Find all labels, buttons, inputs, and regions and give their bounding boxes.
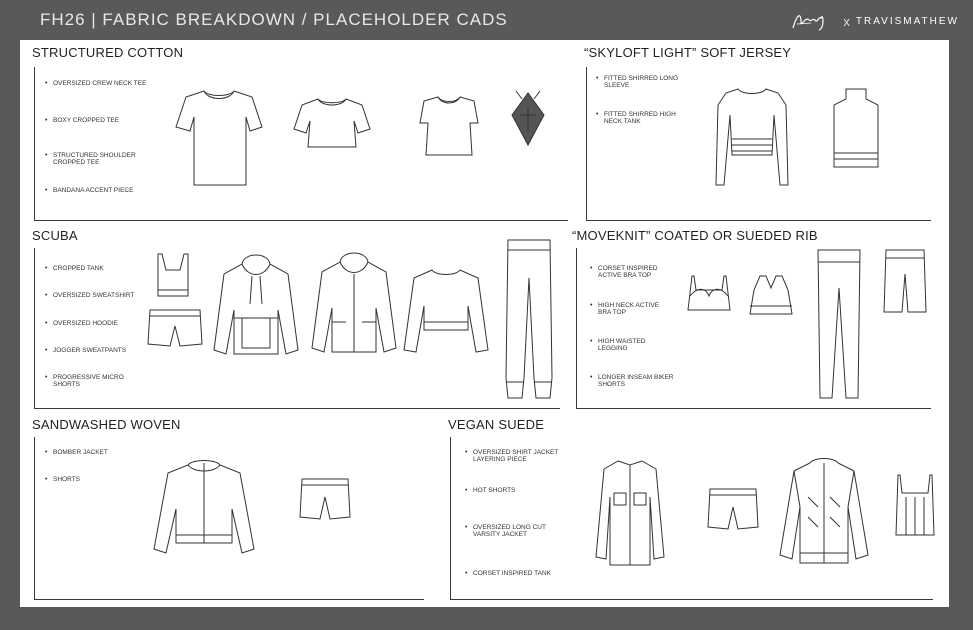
signature-logo-icon [789,8,837,34]
list-item: • HOT SHORTS [473,487,583,494]
high-waisted-legging-sketch-icon [814,248,864,400]
zip-hoodie-sketch-icon [310,252,398,362]
oversized-shirt-jacket-sketch-icon [594,457,666,569]
section-structured-cotton [32,45,568,221]
corset-tank-sketch-icon [892,473,938,539]
list-item: • LONGER INSEAM BIKER SHORTS [598,374,678,388]
section-divider [34,67,35,221]
bomber-jacket-sketch-icon [152,459,256,561]
varsity-jacket-sketch-icon [778,457,870,569]
section-title: “SKYLOFT LIGHT” SOFT JERSEY [584,45,792,60]
section-moveknit-rib [572,228,933,409]
micro-shorts-sketch-icon [146,308,204,350]
list-item: • HIGH WAISTED LEGGING [598,338,673,352]
list-item: • OVERSIZED CREW NECK TEE [53,80,148,87]
list-item: • CORSET INSPIRED TANK [473,570,583,577]
brand-lockup [789,8,959,34]
section-title: SCUBA [32,228,78,243]
shirred-long-sleeve-sketch-icon [714,85,790,191]
corset-bra-top-sketch-icon [686,274,732,314]
list-item: • OVERSIZED LONG CUT VARSITY JACKET [473,524,558,538]
section-divider [586,67,587,221]
list-item: • PROGRESSIVE MICRO SHORTS [53,374,138,388]
list-item: • CROPPED TANK [53,265,163,272]
section-sandwashed-woven [32,417,424,600]
cropped-tank-sketch-icon [154,252,192,300]
section-divider [576,408,931,409]
list-item: • OVERSIZED HOODIE [53,320,163,327]
section-divider [450,599,933,600]
section-divider [586,220,931,221]
section-divider [450,437,451,600]
brand-separator: x [843,13,850,29]
list-item: • BOMBER JACKET [53,449,163,456]
oversized-hoodie-sketch-icon [212,254,300,362]
list-item: • JOGGER SWEATPANTS [53,347,163,354]
biker-shorts-sketch-icon [882,248,928,316]
oversized-sweatshirt-sketch-icon [402,266,490,356]
section-vegan-suede [448,417,933,600]
list-item: • OVERSIZED SHIRT JACKET LAYERING PIECE [473,449,568,463]
list-item: • OVERSIZED SWEATSHIRT [53,292,163,299]
section-divider [34,220,568,221]
bandana-sketch-icon [508,89,548,151]
section-divider [34,408,560,409]
oversized-crew-tee-sketch-icon [174,87,264,187]
list-item: • BOXY CROPPED TEE [53,117,163,124]
jogger-sweatpants-sketch-icon [502,238,556,404]
section-title: VEGAN SUEDE [448,417,545,432]
brand-name: TRAVISMATHEW [855,15,959,27]
shirred-high-neck-tank-sketch-icon [828,87,884,171]
section-divider [576,248,577,409]
woven-shorts-sketch-icon [298,477,352,523]
list-item: • BANDANA ACCENT PIECE [53,187,163,194]
list-item: • FITTED SHIRRED HIGH NECK TANK [604,111,689,125]
header-bar [0,0,973,40]
list-item: • FITTED SHIRRED LONG SLEEVE [604,75,684,89]
fabric-breakdown-sheet [20,40,949,607]
list-item: • SHORTS [53,476,163,483]
section-divider [34,437,35,600]
hot-shorts-sketch-icon [706,487,760,533]
section-scuba [32,228,560,409]
boxy-cropped-tee-sketch-icon [292,95,372,155]
high-neck-bra-top-sketch-icon [748,274,794,318]
list-item: • CORSET INSPIRED ACTIVE BRA TOP [598,265,673,279]
list-item: • STRUCTURED SHOULDER CROPPED TEE [53,152,148,166]
list-item: • HIGH NECK ACTIVE BRA TOP [598,302,673,316]
section-divider [34,599,424,600]
structured-shoulder-tee-sketch-icon [418,93,480,159]
section-title: SANDWASHED WOVEN [32,417,181,432]
section-skyloft-soft-jersey [584,45,933,221]
section-title: STRUCTURED COTTON [32,45,184,60]
section-divider [34,248,35,409]
section-title: “MOVEKNIT” COATED OR SUEDED RIB [572,228,818,243]
page-title: FH26 | FABRIC BREAKDOWN / PLACEHOLDER CADS [40,10,508,29]
